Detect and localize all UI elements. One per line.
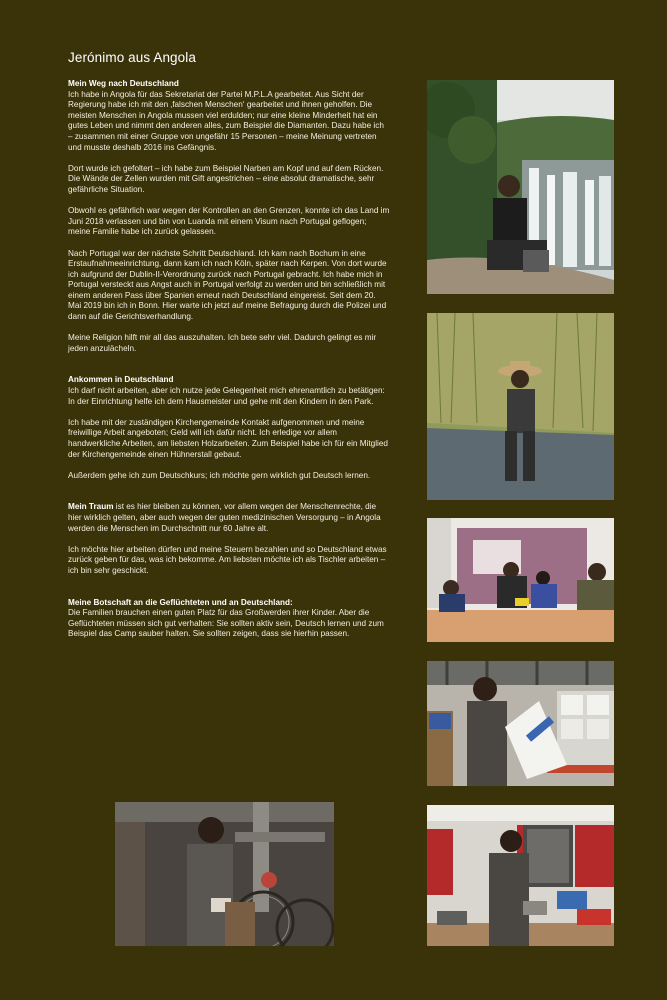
paragraph: Dort wurde ich gefoltert – ich habe zum Beispiel Narben am Kopf und auf dem Rücken. Die Wände der Zellen wurden mit Gift angestrichen – eine absolut dramatische, sehr gefährliche Situation. [68,163,384,194]
paragraph: Ich habe in Angola für das Sekretariat der Partei M.P.L.A gearbeitet. Aus Sicht der Regierung habe ich mit den ‚falschen Menschen‘ gearbeitet und ihnen geholfen. Die meisten Menschen in Angola mussen viel erdulden; nur eine kleine Minderheit hat ein gutes Leben und nimmt den anderen alles, zum Beispiel die Diamanten. Dazu habe ich – zusammen mit einer Gruppe von ungefähr 15 Personen – meine Meinung vertreten und musste deshalb 2016 ins Gefängnis. [68,89,384,152]
section-heading-traum: Mein Traum [68,502,114,512]
paragraph: Ich darf nicht arbeiten, aber ich nutze jede Gelegenheit mich ehrenamtlich zu betätigen: In der Einrichtung helfe ich dem Hausmeister und gehe mit den Kindern in den Park. [68,386,385,406]
photo-bicycle-workshop [115,802,334,946]
section-heading-ankommen: Ankommen in Deutschland [68,375,174,385]
paragraph: Meine Religion hilft mir all das auszuhalten. Ich bete sehr viel. Dadurch gelingt es mir jeden anzulächeln. [68,333,377,353]
paragraph: Nach Portugal war der nächste Schritt Deutschland. Ich kam nach Bochum in eine Erstaufnahmeeinrichtung, dann kam ich nach Köln, später nach Kerpen. Von dort wurde ich aufgrund der Dublin-II-Verordnung zurück nach Portugal gebracht. Ich habe mich in Portugal versteckt aus Angst auch in Portugal verfolgt zu werden und bin schließlich mit einem anderen Pass über Spanien erneut nach Deutschland eingereist. Seit dem 20. Mai 2019 bin ich in Bonn. Hier warte ich jetzt auf meine Befragung durch die Polizei und dann auf die Gerichtsverhandlung. [68,248,387,322]
photo-children-table [427,518,614,642]
section-heading-botschaft: Meine Botschaft an die Geflüchteten und an Deutschland: [68,597,293,607]
section-botschaft [68,598,390,640]
photo-tool-workshop [427,805,614,946]
photo-waterfall [427,80,614,294]
photo-storage-bag [427,661,614,786]
section-weg [68,79,390,153]
paragraph: Ich möchte hier arbeiten dürfen und meine Steuern bezahlen und so Deutschland etwas zurück geben für das, was ich bekomme. Am liebsten möchte ich als Tischler arbeiten – ich bin sehr geschickt. [68,544,387,575]
paragraph: ist es hier bleiben zu können, vor allem wegen der Menschenrechte, die hier wirklich gelten, aber auch wegen der guten medizinischen Versorgung – in Angola werden die Menschen im Durchschnitt nur 60 Jahre alt. [68,502,381,533]
paragraph: Außerdem gehe ich zum Deutschkurs; ich möchte gern wirklich gut Deutsch lernen. [68,470,371,480]
photo-river-hat [427,313,614,500]
section-heading-weg: Mein Weg nach Deutschland [68,79,179,88]
paragraph: Die Familien brauchen einen guten Platz für das Großwerden ihrer Kinder. Aber die Geflüchteten müssen sich gut verhalten: Sie sollten aktiv sein, Deutsch lernen und zum Beispiel das Camp sauber halten. Sie sollten zeigen, dass sie hierhin passen. [68,608,384,639]
text-column [68,79,390,651]
paragraph: Obwohl es gefährlich war wegen der Kontrollen an den Grenzen, konnte ich das Land im Juni 2018 verlassen und bin von Luanda mit einem Visum nach Portugal geflogen; meine Familie habe ich zurück gelassen. [68,206,390,237]
section-traum [68,502,390,534]
paragraph: Ich habe mit der zuständigen Kirchengemeinde Kontakt aufgenommen und meine freiwillige Arbeit angeboten; Geld will ich dafür nicht. Ich erledige vor allem handwerkliche Arbeiten, am liebsten Holzarbeiten. Zum Beispiel habe ich für ein Mitglied der Kirchengemeinde einen Hühnerstall gebaut. [68,417,388,459]
page-title: Jerónimo aus Angola [68,50,196,65]
section-ankommen [68,375,390,407]
